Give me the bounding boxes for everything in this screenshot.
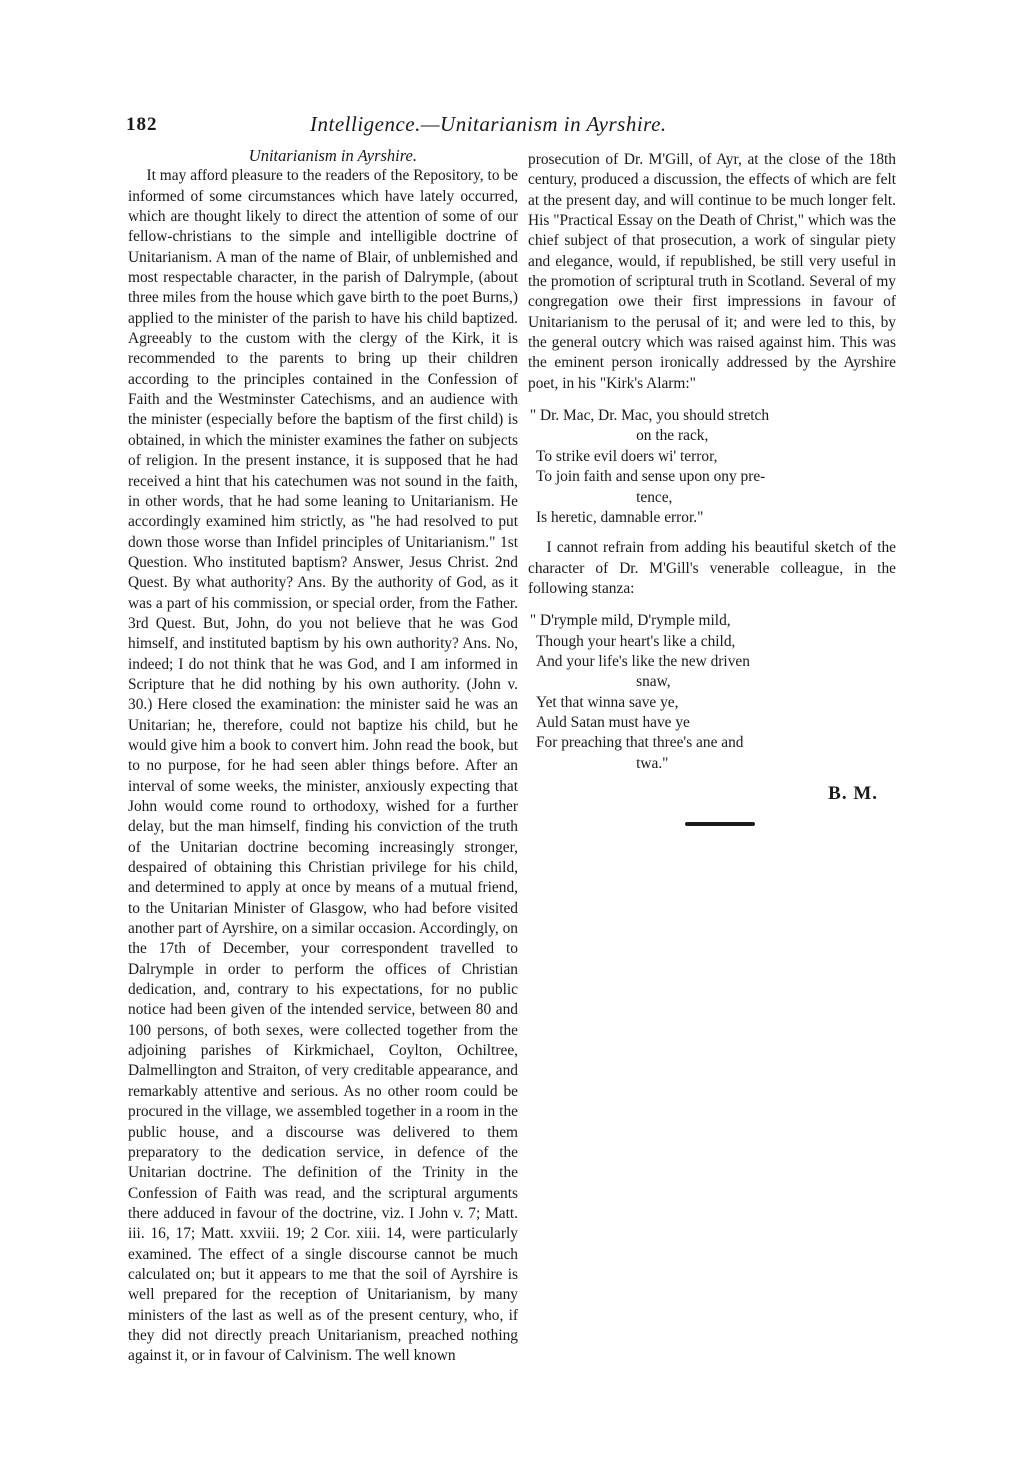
- verse-line: Is heretic, damnable error.": [536, 508, 704, 526]
- verse-line: " Dr. Mac, Dr. Mac, you should stretch: [529, 407, 770, 425]
- verse-line: Though your heart's like a child,: [536, 632, 736, 650]
- verse-line: " D'rymple mild, D'rymple mild,: [529, 612, 731, 630]
- verse-line: Auld Satan must have ye: [536, 713, 690, 731]
- verse-drymple-mild: [529, 611, 896, 774]
- page-number: 182: [126, 114, 158, 135]
- verse-line-continuation: twa.": [636, 754, 669, 772]
- verse-line: To strike evil doers wi' terror,: [536, 447, 718, 465]
- article-paragraph-1-continued: prosecution of Dr. M'Gill, of Ayr, at the close of the 18th century, produced a discussion, the effects of which are felt at the present day, and will continue to be much longer felt. His "Practical Essay on the Death of Christ," which was the chief subject of that prosecution, a work of singular piety and elegance, would, if republished, be still very useful in the promotion of scriptural truth in Scotland. Several of my congregation owe their first impressions in favour of Unitarianism to the perusal of it; and were led to this, by the general outcry which was raised against him. This was the eminent person ironically addressed by the Ayrshire poet, in his "Kirk's Alarm:": [528, 151, 896, 392]
- verse-line-continuation: on the rack,: [636, 427, 709, 445]
- verse-line: To join faith and sense upon ony pre-: [536, 468, 766, 486]
- verse-kirks-alarm: [529, 406, 896, 528]
- verse-line: Yet that winna save ye,: [536, 693, 679, 711]
- right-column: [528, 150, 896, 826]
- signature: B. M.: [828, 782, 878, 804]
- left-column: [128, 146, 518, 1367]
- verse-line: And your life's like the new driven: [536, 652, 750, 670]
- article-paragraph-1: It may afford pleasure to the readers of the Repository, to be informed of some circumstances which have lately occurred, which are thought likely to direct the attention of some of our fellow-christians to the simple and intelligible doctrine of Unitarianism. A man of the name of Blair, of unblemished and most respectable character, in the parish of Dalrymple, (about three miles from the house which gave birth to the poet Burns,) applied to the minister of the parish to have his child baptized. Agreeably to the custom with the clergy of the Kirk, it is recommended to the parents to bring up their children according to the principles contained in the Confession of Faith and the Westminster Catechisms, and an audience with the minister (especially before the baptism of the first child) is obtained, in which the minister examines the father on subjects of religion. In the present instance, it is supposed that he had received a hint that his catechumen was not sound in the faith, in other words, that he had some leaning to Unitarianism. He accordingly examined him strictly, as "he had resolved to put down those worse than Infidel principles of Unitarianism." 1st Question. Who instituted baptism? Answer, Jesus Christ. 2nd Quest. By what authority? Ans. By the authority of God, as it was a part of his commission, or special order, from the Father. 3rd Quest. But, John, do you not believe that he was God himself, and instituted baptism by his own authority? Ans. No, indeed; I do not think that he was God, and I am informed in Scripture that he did nothing by his own authority. (John v. 30.) Here closed the examination: the minister said he was an Unitarian; he, therefore, could not baptize his child, but he would give him a book to convert him. John read the book, but to no purpose, for he had seen abler things before. After an interval of some weeks, the minister, anxiously expecting that John would come round to orthodoxy, wished for a further delay, but the man himself, finding his conviction of the truth of the Unitarian doctrine becoming increasingly stronger, despaired of obtaining this Christian privilege for his child, and determined to apply at once by means of a mutual friend, to the Unitarian Minister of Glasgow, who had before visited another part of Ayrshire, on a similar occasion. Accordingly, on the 17th of December, your correspondent travelled to Dalrymple in order to perform the offices of Christian dedication, and, contrary to his expectations, for no public notice had been given of the intended service, between 80 and 100 persons, of both sexes, were collected together from the adjoining parishes of Kirkmichael, Coylton, Ochiltree, Dalmellington and Straiton, of very creditable appearance, and remarkably attentive and serious. As no other room could be procured in the village, we assembled together in a room in the public house, and a discourse was delivered to them preparatory to the dedication service, in defence of the Unitarian doctrine. The definition of the Trinity in the Confession of Faith was read, and the scriptural arguments there adduced in favour of the doctrine, viz. I John v. 7; Matt. iii. 16, 17; Matt. xxviii. 19; 2 Cor. xiii. 14, were particularly examined. The effect of a single discourse cannot be much calculated on; but it appears to me that the soil of Ayrshire is well prepared for the reception of Unitarianism, by many ministers of the last as well as of the present century, who, if they did not directly preach Unitarianism, preached nothing against it, or in favour of Calvinism. The well known: [128, 167, 518, 1365]
- article-heading: Unitarianism in Ayrshire.: [248, 146, 418, 165]
- running-head: [120, 112, 910, 142]
- article-paragraph-2: I cannot refrain from adding his beautiful sketch of the character of Dr. M'Gill's venerable colleague, in the following stanza:: [528, 539, 896, 597]
- verse-line-continuation: snaw,: [636, 673, 671, 691]
- verse-line-continuation: tence,: [636, 488, 673, 506]
- running-title: Intelligence.—Unitarianism in Ayrshire.: [310, 112, 667, 136]
- verse-line: For preaching that three's ane and: [536, 734, 744, 752]
- closing-rule: [685, 822, 755, 826]
